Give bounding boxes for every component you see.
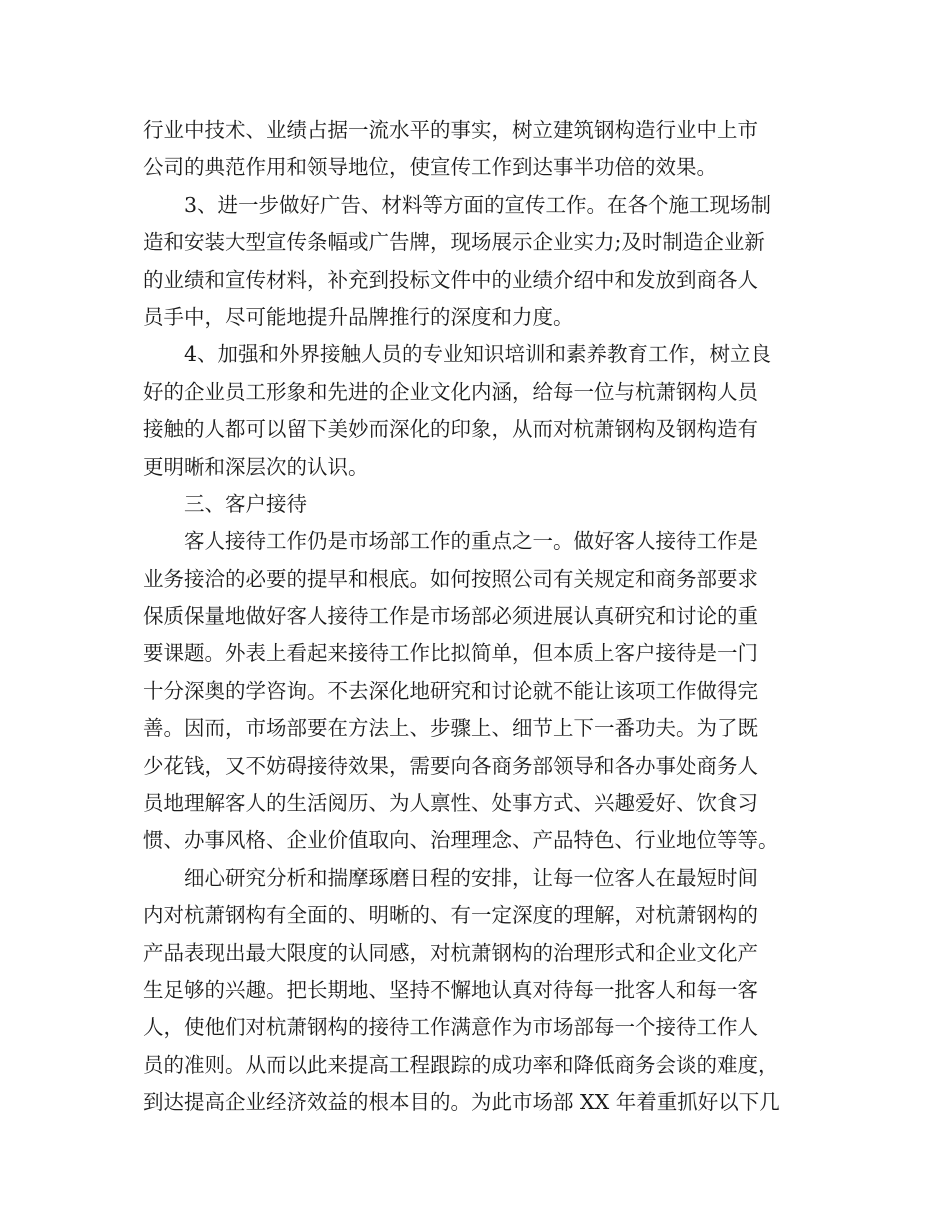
text-line: 生足够的兴趣。把长期地、坚持不懈地认真对待每一批客人和每一客: [143, 977, 758, 1002]
text-line: 人，使他们对杭萧钢构的接待工作满意作为市场部每一个接待工作人: [143, 1015, 758, 1040]
text-line: 3、进一步做好广告、材料等方面的宣传工作。在各个施工现场制: [184, 192, 772, 217]
text-line: 员的准则。从而以此来提高工程跟踪的成功率和降低商务会谈的难度，: [143, 1052, 779, 1077]
text-line: 保质保量地做好客人接待工作是市场部必须进展认真研究和讨论的重: [143, 604, 758, 629]
text-line: 十分深奥的学咨询。不去深化地研究和讨论就不能让该项工作做得完: [143, 678, 758, 703]
text-line: 员手中，尽可能地提升品牌推行的深度和力度。: [143, 304, 574, 329]
text-line: 要课题。外表上看起来接待工作比拟简单，但本质上客户接待是一门: [143, 641, 758, 666]
text-line: 造和安装大型宣传条幅或广告牌，现场展示企业实力;及时制造企业新: [143, 230, 765, 255]
text-line: 产品表现出最大限度的认同感，对杭萧钢构的治理形式和企业文化产: [143, 940, 758, 965]
text-line: 公司的典范作用和领导地位，使宣传工作到达事半功倍的效果。: [143, 155, 717, 180]
text-line: 接触的人都可以留下美妙而深化的印象，从而对杭萧钢构及钢构造有: [143, 417, 758, 442]
text-line: 内对杭萧钢构有全面的、明晰的、有一定深度的理解，对杭萧钢构的: [143, 903, 758, 928]
text-line: 三、客户接待: [184, 491, 307, 516]
text-line: 惯、办事风格、企业价值取向、治理理念、产品特色、行业地位等等。: [143, 828, 779, 853]
text-line: 行业中技术、业绩占据一流水平的事实，树立建筑钢构造行业中上市: [143, 118, 758, 142]
text-line: 细心研究分析和揣摩琢磨日程的安排，让每一位客人在最短时间: [184, 865, 758, 890]
text-line: 善。因而，市场部要在方法上、步骤上、细节上下一番功夫。为了既: [143, 716, 758, 741]
text-line: 4、加强和外界接触人员的专业知识培训和素养教育工作，树立良: [184, 342, 772, 367]
text-line: 员地理解客人的生活阅历、为人禀性、处事方式、兴趣爱好、饮食习: [143, 791, 758, 816]
text-line: 更明晰和深层次的认识。: [143, 454, 369, 479]
text-line: 客人接待工作仍是市场部工作的重点之一。做好客人接待工作是: [184, 529, 758, 554]
text-line: 到达提高企业经济效益的根本目的。为此市场部 XX 年着重抓好以下几: [143, 1090, 780, 1115]
text-line: 业务接洽的必要的提早和根底。如何按照公司有关规定和商务部要求: [143, 566, 758, 591]
text-line: 的业绩和宣传材料，补充到投标文件中的业绩介绍中和发放到商各人: [143, 267, 758, 292]
text-line: 少花钱，又不妨碍接待效果，需要向各商务部领导和各办事处商务人: [143, 753, 758, 778]
text-line: 好的企业员工形象和先进的企业文化内涵，给每一位与杭萧钢构人员: [143, 379, 758, 404]
document-body: [143, 112, 823, 1122]
